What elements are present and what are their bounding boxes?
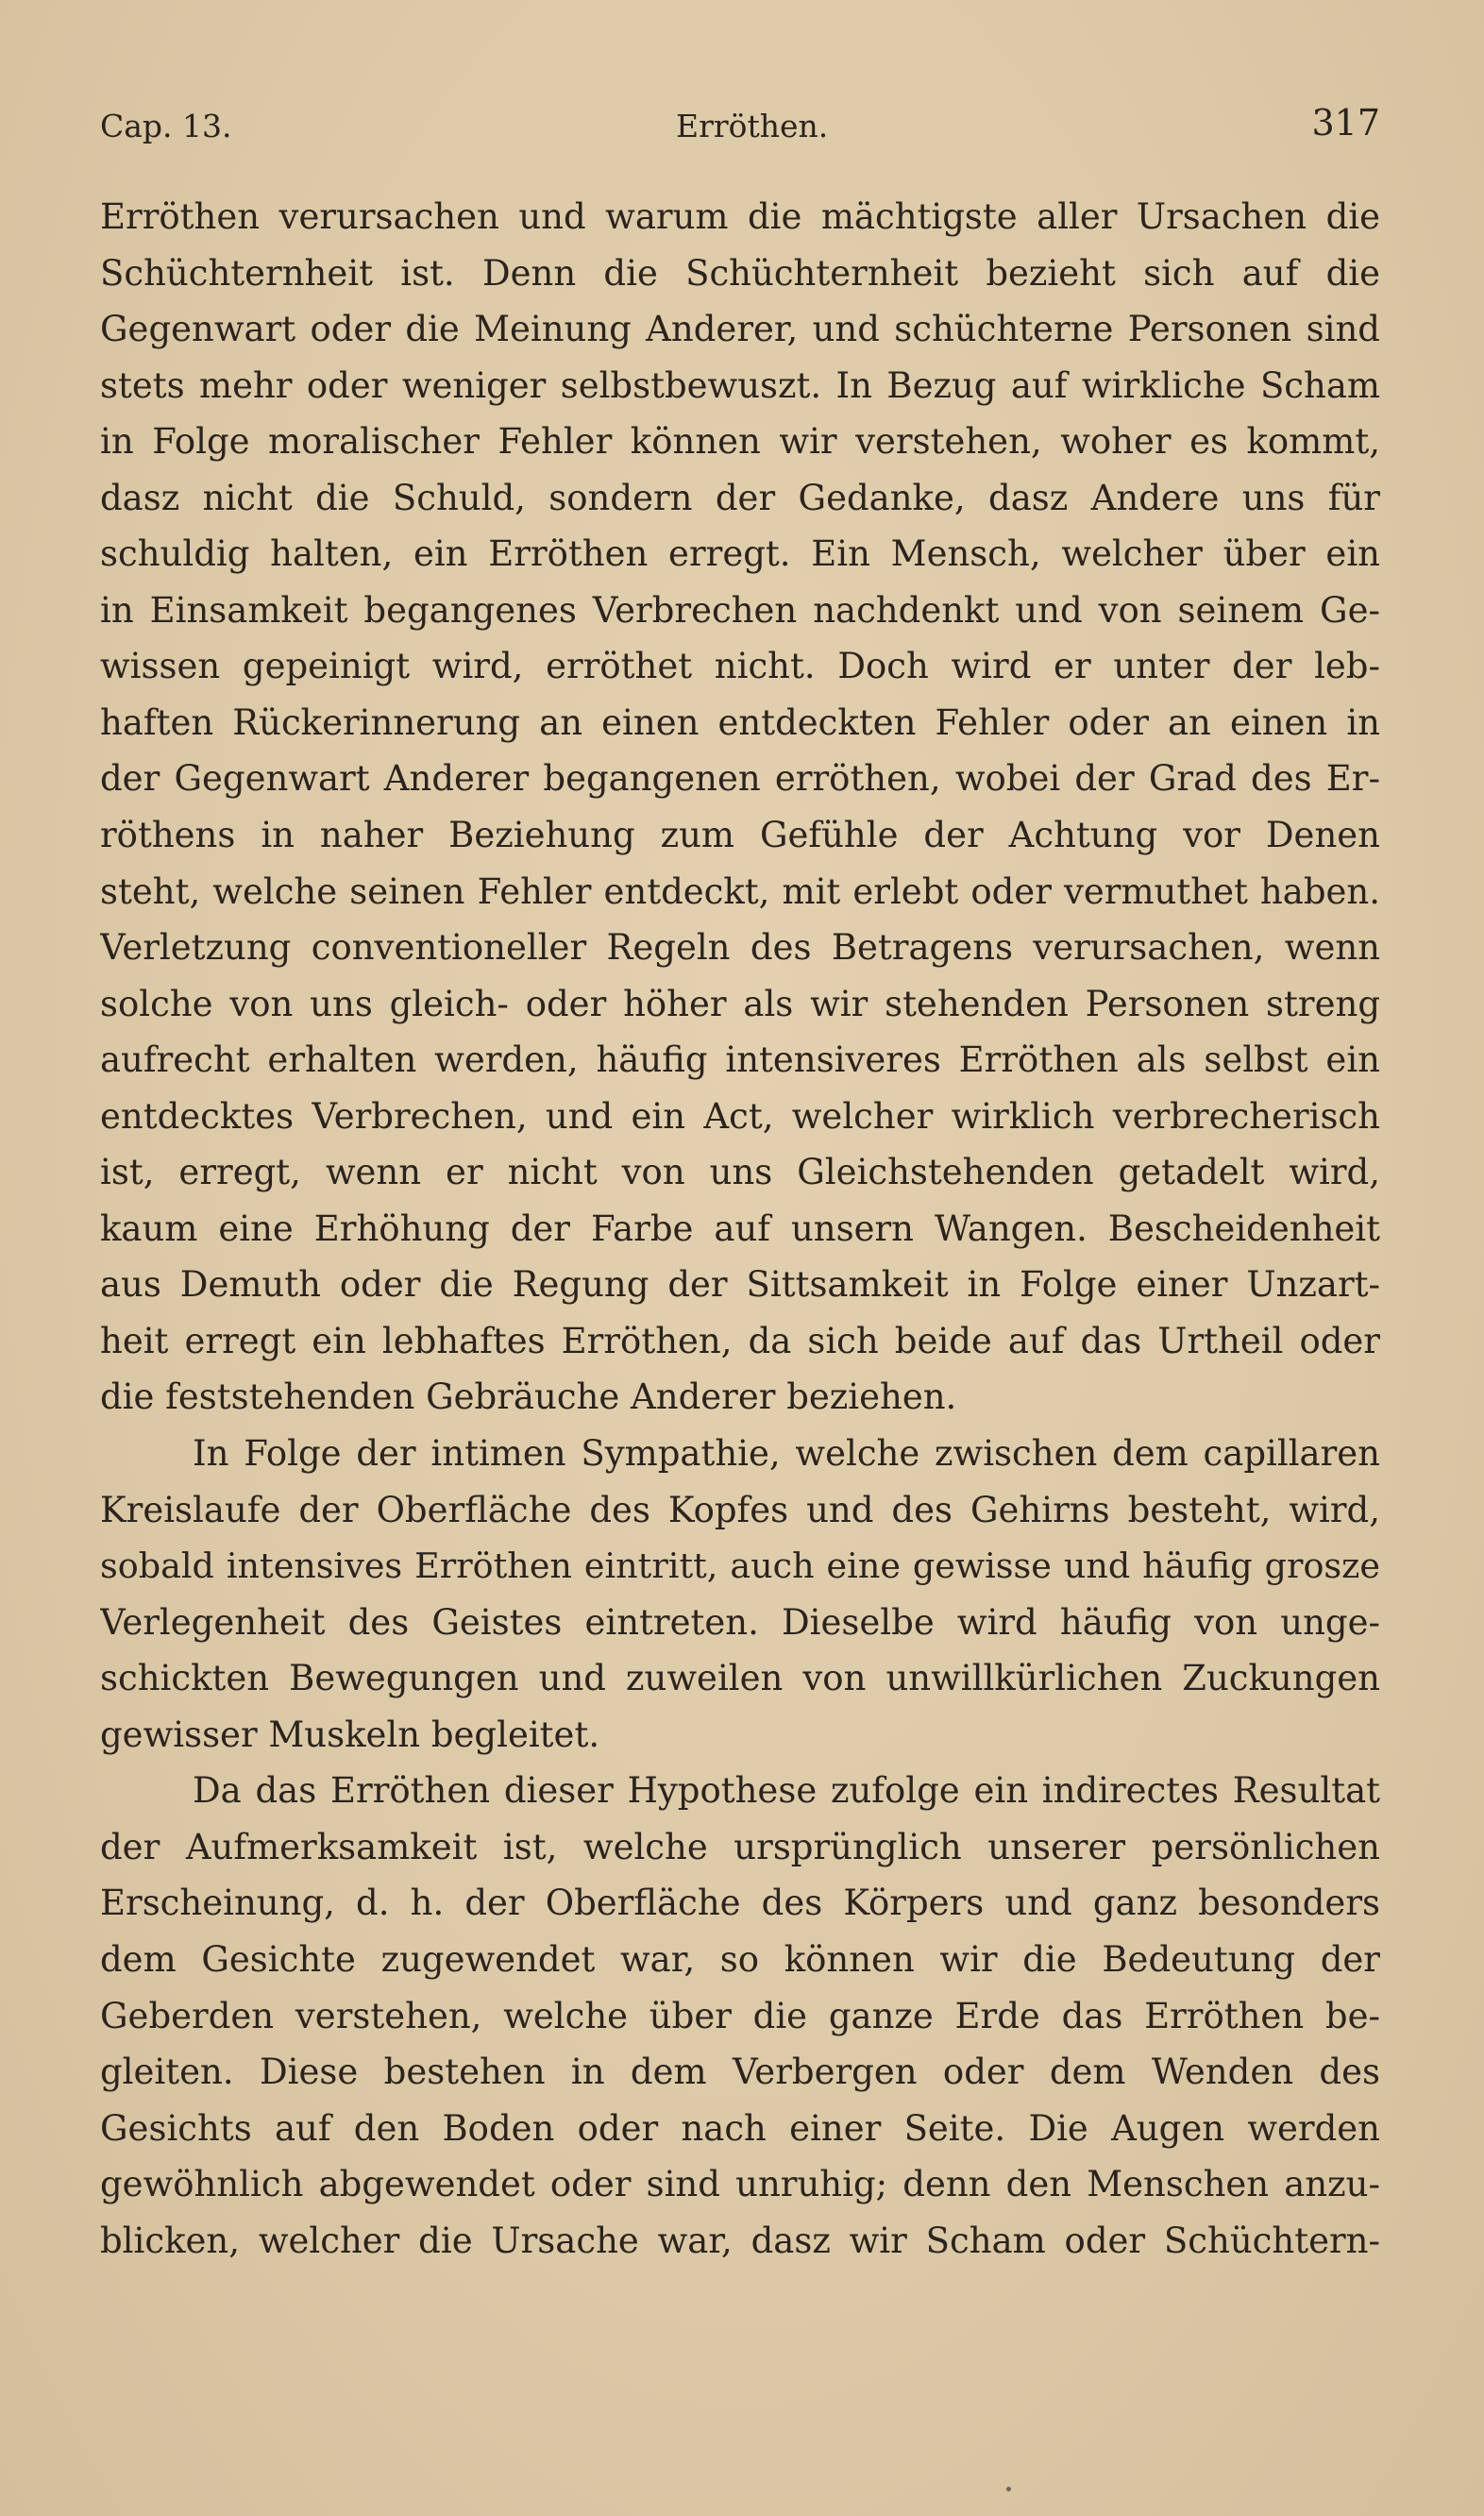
- text-line: gewöhnlich abgewendet oder sind unruhig; denn den Menschen anzu-: [100, 2164, 1380, 2205]
- text-line: Kreislaufe der Oberfläche des Kopfes und des Gehirns besteht, wird,: [100, 1489, 1380, 1530]
- text-line: kaum eine Erhöhung der Farbe auf unsern Wangen. Bescheidenheit: [100, 1207, 1380, 1249]
- text-line: haften Rückerinnerung an einen entdeckten Fehler oder an einen in: [100, 701, 1380, 743]
- text-line: dem Gesichte zugewendet war, so können wir die Bedeutung der: [100, 1938, 1380, 1980]
- text-line: Geberden verstehen, welche über die ganze Erde das Erröthen be-: [100, 1995, 1380, 2036]
- paragraph-first-line: In Folge der intimen Sympathie, welche zwischen dem capillaren: [193, 1433, 1380, 1475]
- text-line: dasz nicht die Schuld, sondern der Gedanke, dasz Andere uns für: [100, 477, 1380, 518]
- text-line: ist, erregt, wenn er nicht von uns Gleichstehenden getadelt wird,: [100, 1152, 1380, 1193]
- text-line: in Folge moralischer Fehler können wir verstehen, woher es kommt,: [100, 421, 1380, 463]
- paragraph-end-line: gewisser Muskeln begleitet.: [100, 1714, 600, 1755]
- text-line: in Einsamkeit begangenes Verbrechen nachdenkt und von seinem Ge-: [100, 589, 1380, 631]
- text-line: röthens in naher Beziehung zum Gefühle der Achtung vor Denen: [100, 815, 1380, 856]
- chapter-label: Cap. 13.: [100, 108, 232, 144]
- paper-speck: [1006, 2487, 1011, 2491]
- text-line: aus Demuth oder die Regung der Sittsamkeit in Folge einer Unzart-: [100, 1264, 1380, 1306]
- text-line: solche von uns gleich- oder höher als wir stehenden Personen streng: [100, 983, 1380, 1024]
- text-line: Erscheinung, d. h. der Oberfläche des Körpers und ganz besonders: [100, 1883, 1380, 1924]
- text-line: Erröthen verursachen und warum die mächtigste aller Ursachen die: [100, 196, 1380, 237]
- text-line: entdecktes Verbrechen, und ein Act, welcher wirklich verbrecherisch: [100, 1095, 1380, 1137]
- paragraph-first-line: Da das Erröthen dieser Hypothese zufolge ein indirectes Resultat: [193, 1770, 1380, 1812]
- text-line: schickten Bewegungen und zuweilen von unwillkürlichen Zuckungen: [100, 1658, 1380, 1699]
- running-header: [100, 102, 1380, 155]
- text-line: gleiten. Diese bestehen in dem Verbergen oder dem Wenden des: [100, 2052, 1380, 2093]
- text-line: heit erregt ein lebhaftes Erröthen, da sich beide auf das Urtheil oder: [100, 1320, 1380, 1361]
- text-line: Verlegenheit des Geistes eintreten. Dieselbe wird häufig von unge-: [100, 1601, 1380, 1643]
- running-title: Erröthen.: [676, 108, 829, 144]
- text-line: steht, welche seinen Fehler entdeckt, mit erlebt oder vermuthet haben.: [100, 870, 1380, 912]
- text-line: stets mehr oder weniger selbstbewuszt. In Bezug auf wirkliche Scham: [100, 364, 1380, 406]
- page-number: 317: [1311, 102, 1380, 144]
- text-line: wissen gepeinigt wird, erröthet nicht. Doch wird er unter der leb-: [100, 646, 1380, 687]
- text-line: aufrecht erhalten werden, häufig intensiveres Erröthen als selbst ein: [100, 1039, 1380, 1081]
- paragraph-end-line: die feststehenden Gebräuche Anderer beziehen.: [100, 1376, 957, 1418]
- text-line: sobald intensives Erröthen eintritt, auch eine gewisse und häufig grosze: [100, 1545, 1380, 1587]
- body-text: [100, 189, 1380, 2269]
- text-line: Gesichts auf den Boden oder nach einer Seite. Die Augen werden: [100, 2107, 1380, 2149]
- text-line: der Gegenwart Anderer begangenen erröthen, wobei der Grad des Er-: [100, 758, 1380, 800]
- text-line: der Aufmerksamkeit ist, welche ursprünglich unserer persönlichen: [100, 1826, 1380, 1867]
- text-line: blicken, welcher die Ursache war, dasz wir Scham oder Schüchtern-: [100, 2220, 1380, 2261]
- text-line: Verletzung conventioneller Regeln des Betragens verursachen, wenn: [100, 927, 1380, 969]
- text-line: Gegenwart oder die Meinung Anderer, und schüchterne Personen sind: [100, 309, 1380, 350]
- text-line: schuldig halten, ein Erröthen erregt. Ein Mensch, welcher über ein: [100, 533, 1380, 575]
- text-line: Schüchternheit ist. Denn die Schüchternheit bezieht sich auf die: [100, 252, 1380, 294]
